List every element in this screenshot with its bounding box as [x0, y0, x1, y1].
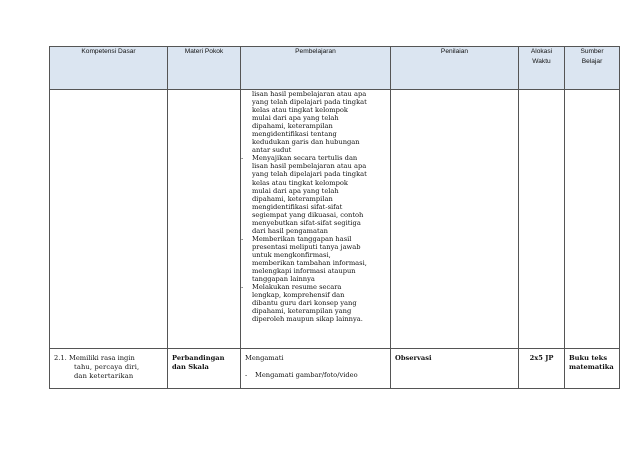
list-item: - Melakukan resume secara lengkap, komprehensif dan dibantu guru dari konsep yang dipahami, keterampilan yang diperoleh maupun sikap lainnya.: [241, 283, 363, 324]
kd-text-line: tahu, percaya diri,: [74, 363, 140, 371]
cell-kompetensi-dasar: [50, 349, 168, 389]
cell-sumber-empty: [565, 90, 620, 349]
table-row-kd-2-1: [50, 349, 620, 389]
cell-pembelajaran-continued: [241, 90, 391, 349]
header-pembelajaran: Pembelajaran: [241, 47, 391, 90]
cell-kompetensi-empty: [50, 90, 168, 349]
cell-pembelajaran: [241, 349, 391, 389]
cell-alokasi-waktu: 2x5 JP: [519, 349, 565, 389]
list-item: - Mengamati gambar/foto/video: [245, 371, 358, 379]
cell-sumber-belajar: Buku teks matematika: [565, 349, 620, 389]
header-penilaian: Penilaian: [391, 47, 519, 90]
header-kompetensi-dasar: Kompetensi Dasar: [50, 47, 168, 90]
pembelajaran-list: [241, 154, 390, 323]
continued-lead-text: lisan hasil pembelajaran atau apa yang telah dipelajari pada tingkat kelas atau tingkat kelompok mulai dari apa yang telah dipahami, keterampilan mengidentifikasi tentang kedudukan garis dan hubungan antar sudut: [252, 90, 367, 155]
header-alokasi-waktu: Alokasi Waktu: [519, 47, 565, 90]
kd-text-line: dan ketertarikan: [74, 372, 134, 380]
header-materi-pokok: Materi Pokok: [168, 47, 241, 90]
kd-text-line: Memiliki rasa ingin: [69, 354, 135, 362]
kd-number: 2.1.: [54, 354, 67, 362]
syllabus-table: [49, 46, 620, 389]
cell-penilaian-empty: [391, 90, 519, 349]
table-header-row: [50, 47, 620, 90]
list-item: - Menyajikan secara tertulis dan lisan hasil pembelajaran atau apa yang telah dipelajari pada tingkat kelas atau tingkat kelompok mulai dari apa yang telah dipahami, keterampilan mengidentifikasi sifat-sifat segiempat yang dikuasai, contoh menyebutkan sifat-sifat segitiga dari hasil pengamatan: [241, 154, 367, 235]
cell-penilaian: Observasi: [391, 349, 519, 389]
cell-materi-pokok: Perbandingan dan Skala: [168, 349, 241, 389]
cell-alokasi-empty: [519, 90, 565, 349]
cell-materi-empty: [168, 90, 241, 349]
table-row-continued: [50, 90, 620, 349]
list-item: - Memberikan tanggapan hasil presentasi meliputi tanya jawab untuk mengkonfirmasi, memberikan tambahan informasi, melengkapi informasi ataupun tanggapan lainnya: [241, 234, 367, 284]
header-sumber-belajar: Sumber Belajar: [565, 47, 620, 90]
pembelajaran-heading: Mengamati: [245, 354, 284, 362]
